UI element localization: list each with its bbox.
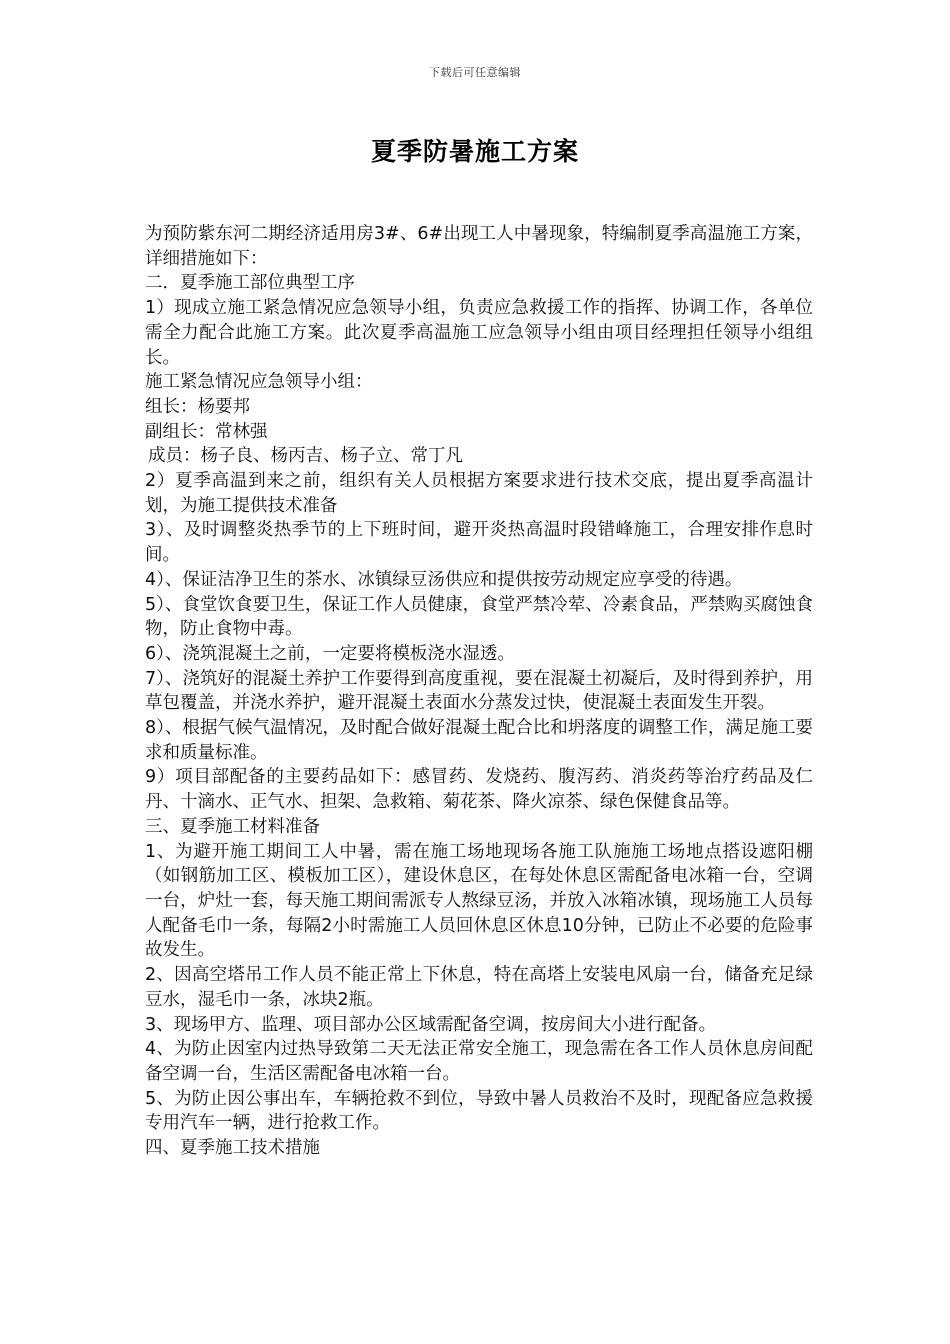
paragraph-item-2: 2）夏季高温到来之前，组织有关人员根据方案要求进行技术交底，提出夏季高温计划，为施工提供技术准备 [145, 471, 813, 516]
paragraph-team-label: 施工紧急情况应急领导小组： [145, 372, 373, 393]
paragraph-item-4: 4）、保证洁净卫生的茶水、冰镇绿豆汤供应和提供按劳动规定应享受的待遇。 [145, 569, 743, 590]
paragraph-item-6: 6）、浇筑混凝土之前，一定要将模板浇水湿透。 [145, 643, 515, 664]
paragraph-item-3: 3）、及时调整炎热季节的上下班时间，避开炎热高温时段错峰施工，合理安排作息时间。 [145, 520, 813, 566]
paragraph-material-3: 3、现场甲方、监理、项目部办公区域需配备空调，按房间大小进行配备。 [145, 1014, 717, 1035]
paragraph-material-4: 4、为防止因室内过热导致第二天无法正常安全施工，现急需在各工作人员休息房间配备空调一台，生活区需配备电冰箱一台。 [145, 1039, 813, 1084]
paragraph-team-deputy: 副组长：常林强 [145, 421, 268, 442]
paragraph-intro: 为预防紫东河二期经济适用房3#、6#出现工人中暑现象，特编制夏季高温施工方案，详细措施如下： [145, 224, 813, 269]
section-heading-3: 三、夏季施工材料准备 [145, 816, 320, 837]
paragraph-team-leader: 组长：杨要邦 [145, 396, 250, 417]
document-title: 夏季防暑施工方案 [370, 137, 579, 166]
paragraph-item-9: 9）项目部配备的主要药品如下：感冒药、发烧药、腹泻药、消炎药等治疗药品及仁丹、十滴水、正气水、担架、急救箱、菊花茶、降火凉茶、绿色保健食品等。 [145, 767, 813, 813]
paragraph-item-1: 1）现成立施工紧急情况应急领导小组，负责应急救援工作的指挥、协调工作，各单位需全力配合此施工方案。此次夏季高温施工应急领导小组由项目经理担任领导小组组长。 [145, 298, 813, 368]
paragraph-material-5: 5、为防止因公事出车，车辆抢救不到位，导致中暑人员救治不及时，现配备应急救援专用汽车一辆，进行抢救工作。 [145, 1088, 813, 1134]
paragraph-team-members: 成员：杨子良、杨丙吉、杨子立、常丁凡 [148, 446, 463, 467]
section-heading-2: 二．夏季施工部位典型工序 [145, 273, 355, 294]
section-heading-4: 四、夏季施工技术措施 [145, 1138, 320, 1159]
header-note: 下载后可任意编辑 [429, 66, 521, 79]
document-body [145, 222, 813, 1161]
paragraph-item-8: 8）、根据气候气温情况，及时配合做好混凝土配合比和坍落度的调整工作，满足施工要求和质量标准。 [145, 718, 813, 763]
paragraph-material-1: 1、为避开施工期间工人中暑，需在施工场地现场各施工队施施工场地点搭设遮阳棚（如钢筋加工区、模板加工区），建设休息区，在每处休息区需配备电冰箱一台，空调一台，炉灶一套，每天施工期间需派专人熬绿豆汤，并放入冰箱冰镇，现场施工人员每人配备毛巾一条，每隔2小时需施工人员回休息区休息10分钟，已防止不必要的危险事故发生。 [145, 841, 813, 961]
paragraph-material-2: 2、因高空塔吊工作人员不能正常上下休息，特在高塔上安装电风扇一台，储备充足绿豆水，湿毛巾一条，冰块2瓶。 [145, 965, 813, 1010]
paragraph-item-7: 7）、浇筑好的混凝土养护工作要得到高度重视，要在混凝土初凝后，及时得到养护，用草包覆盖，并浇水养护，避开混凝土表面水分蒸发过快，使混凝土表面发生开裂。 [145, 668, 813, 714]
paragraph-item-5: 5）、食堂饮食要卫生，保证工作人员健康，食堂严禁冷荤、冷素食品，严禁购买腐蚀食物，防止食物中毒。 [145, 594, 813, 640]
